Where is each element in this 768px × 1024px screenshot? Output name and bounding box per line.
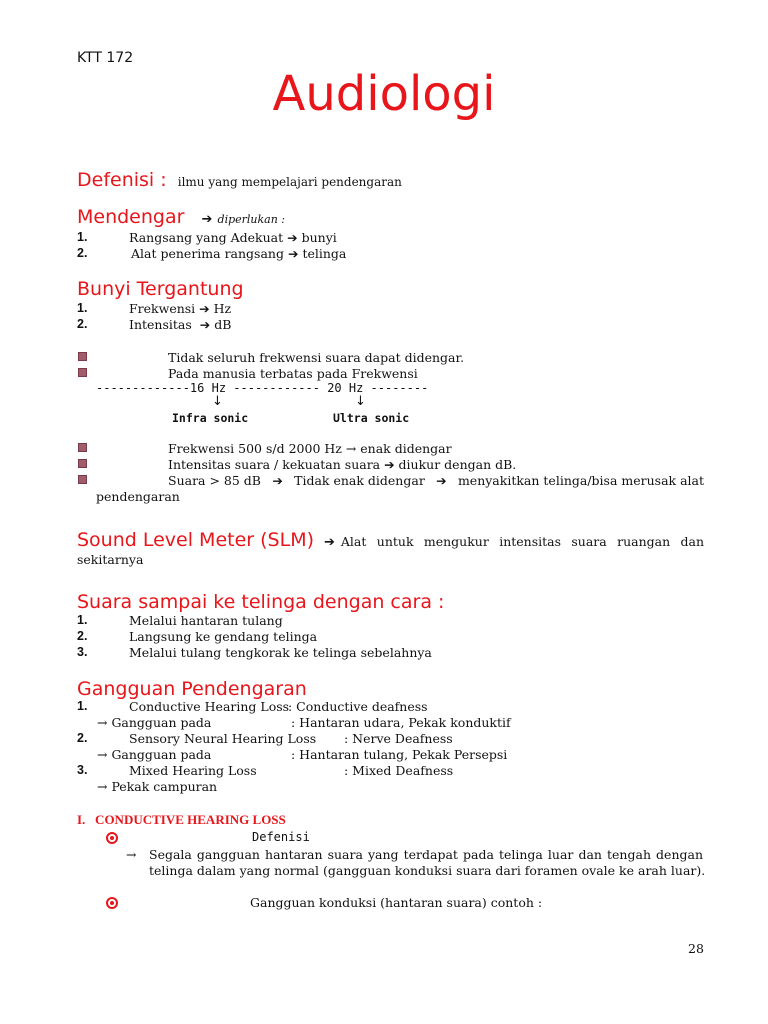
ultra-sonic-label: Ultra sonic bbox=[333, 411, 410, 425]
square-bullet-icon bbox=[78, 368, 87, 377]
list-item: 1. Conductive Hearing Loss : Conductive deafness bbox=[77, 699, 428, 714]
down-arrow-icon: ↓ bbox=[355, 394, 366, 409]
list-item-text: Intensitas ➔ dB bbox=[129, 317, 232, 332]
list-item: 2. Langsung ke gendang telinga bbox=[77, 629, 318, 644]
gangguan-list bbox=[77, 699, 717, 795]
bullet-text: Pada manusia terbatas pada Frekwensi bbox=[168, 366, 418, 381]
target-bullet-icon bbox=[106, 897, 118, 909]
bullet-text: Intensitas suara / kekuatan suara ➔ diukur dengan dB. bbox=[168, 457, 517, 472]
mendengar-note: diperlukan : bbox=[217, 213, 286, 226]
list-number: 1. bbox=[77, 230, 88, 244]
mendengar-list bbox=[77, 230, 717, 262]
list-item-text: Frekwensi ➔ Hz bbox=[129, 301, 232, 316]
list-item bbox=[77, 317, 717, 333]
infra-sonic-label: Infra sonic bbox=[172, 411, 249, 425]
chl-definition-text: Segala gangguan hantaran suara yang terdapat pada telinga luar dan tengah dengan bbox=[149, 847, 703, 862]
slm-line bbox=[77, 529, 704, 551]
down-arrow-icon: ↓ bbox=[212, 394, 223, 409]
arrow-right-icon: ➔ bbox=[324, 535, 335, 550]
square-bullet-icon bbox=[78, 352, 87, 361]
list-item-detail: → Gangguan pada : Hantaran tulang, Pekak Persepsi bbox=[97, 747, 508, 762]
list-item-detail: → Pekak campuran bbox=[97, 779, 218, 794]
list-item bbox=[77, 246, 717, 262]
suara-list bbox=[77, 613, 717, 661]
arrow-right-icon: ➔ bbox=[201, 212, 213, 227]
chl-example-text: Gangguan konduksi (hantaran suara) contoh : bbox=[250, 895, 543, 910]
list-item bbox=[77, 230, 717, 246]
arrow-right-icon: ➔ bbox=[287, 246, 299, 261]
definition-line bbox=[77, 169, 402, 191]
bunyi-heading: Bunyi Tergantung bbox=[77, 278, 244, 300]
suara-heading: Suara sampai ke telinga dengan cara : bbox=[77, 591, 445, 613]
square-bullet-icon bbox=[78, 475, 87, 484]
bunyi-list bbox=[77, 301, 717, 333]
bullet-text: Suara > 85 dB ➔ Tidak enak didengar ➔ menyakitkan telinga/bisa merusak alat bbox=[168, 473, 704, 488]
slm-text: Alat untuk mengukur intensitas suara ruangan dan bbox=[340, 534, 704, 549]
arrow-right-icon: ➔ bbox=[287, 230, 298, 245]
mendengar-heading-line bbox=[77, 206, 285, 228]
chl-definition-text-continued: telinga dalam yang normal (gangguan konduksi suara dari foramen ovale ke arah luar). bbox=[149, 863, 706, 878]
list-number: 1. bbox=[77, 301, 88, 315]
list-item: 3. Mixed Hearing Loss : Mixed Deafness bbox=[77, 763, 454, 778]
list-number: 2. bbox=[77, 246, 88, 260]
bullet-text: Tidak seluruh frekwensi suara dapat didengar. bbox=[168, 350, 465, 365]
page-number: 28 bbox=[688, 941, 704, 956]
list-item: 3. Melalui tulang tengkorak ke telinga sebelahnya bbox=[77, 645, 432, 660]
target-bullet-icon bbox=[106, 832, 118, 844]
arrow-right-icon: ➔ bbox=[199, 301, 210, 316]
definition-text: ilmu yang mempelajari pendengaran bbox=[177, 175, 402, 189]
list-number: 2. bbox=[77, 317, 88, 331]
bullet-text: Frekwensi 500 s/d 2000 Hz → enak didengar bbox=[168, 441, 452, 456]
list-item: 2. Sensory Neural Hearing Loss : Nerve Deafness bbox=[77, 731, 453, 746]
chl-definition-label: Defenisi bbox=[252, 830, 310, 844]
definition-label: Defenisi : bbox=[77, 169, 167, 191]
list-item bbox=[77, 301, 717, 317]
arrow-right-icon: → bbox=[126, 847, 137, 862]
chl-heading: I. CONDUCTIVE HEARING LOSS bbox=[77, 812, 286, 827]
course-code: KTT 172 bbox=[77, 50, 134, 66]
slm-heading: Sound Level Meter (SLM) bbox=[77, 529, 314, 551]
list-item-text: Rangsang yang Adekuat ➔ bunyi bbox=[129, 230, 337, 245]
list-item: 1. Melalui hantaran tulang bbox=[77, 613, 283, 628]
square-bullet-icon bbox=[78, 459, 87, 468]
list-item-detail: → Gangguan pada : Hantaran udara, Pekak konduktif bbox=[97, 715, 511, 730]
mendengar-heading: Mendengar bbox=[77, 206, 185, 228]
list-item-text: Alat penerima rangsang ➔ telinga bbox=[131, 246, 347, 261]
square-bullet-icon bbox=[78, 443, 87, 452]
bullet-text-continued: pendengaran bbox=[96, 489, 180, 504]
page-title: Audiologi bbox=[272, 66, 496, 122]
gangguan-heading: Gangguan Pendengaran bbox=[77, 678, 307, 700]
arrow-right-icon: ➔ bbox=[436, 473, 447, 488]
arrow-right-icon: ➔ bbox=[272, 473, 283, 488]
arrow-right-icon: ➔ bbox=[199, 317, 211, 332]
frequency-scale-line: -------------16 Hz ------------ 20 Hz -------- bbox=[96, 381, 429, 395]
slm-text-continued: sekitarnya bbox=[77, 552, 144, 567]
